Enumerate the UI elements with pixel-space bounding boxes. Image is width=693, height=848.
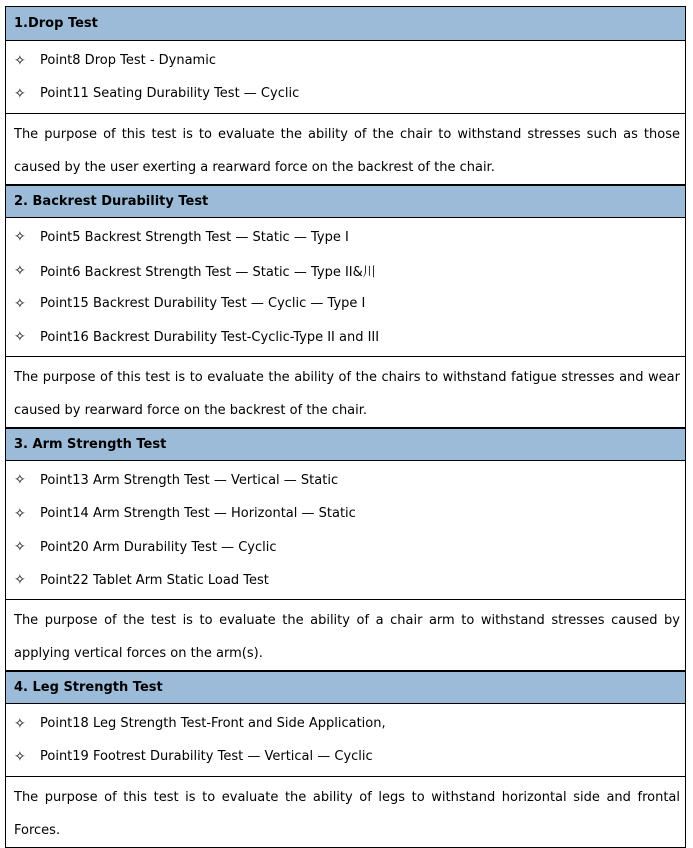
test-item-list [6,40,685,113]
test-table [5,6,686,848]
star-bullet-icon: ✧ [14,748,26,765]
list-item [6,707,685,740]
purpose-text: The purpose of this test is to evaluate the ability of the chair to withstand stresses such as those caused by the user exerting a rearward force on the backrest of the chair. [6,113,685,184]
star-bullet-icon: ✧ [14,229,26,246]
test-item-list [6,217,685,356]
star-bullet-icon: ✧ [14,295,26,312]
star-bullet-icon: ✧ [14,52,26,69]
list-item-text: Point18 Leg Strength Test-Front and Side Application, [40,716,386,732]
list-item [6,320,685,353]
list-item [6,564,685,597]
test-item-list [6,703,685,776]
star-bullet-icon: ✧ [14,329,26,346]
star-bullet-icon: ✧ [14,715,26,732]
list-item-text: Point13 Arm Strength Test — Vertical — Static [40,472,339,488]
star-bullet-icon: ✧ [14,262,26,279]
list-item [6,530,685,563]
list-item [6,77,685,110]
list-item-text: Point8 Drop Test - Dynamic [40,53,216,69]
list-item [6,254,685,287]
list-item [6,497,685,530]
purpose-text: The purpose of this test is to evaluate the ability of the chairs to withstand fatigue stresses and wear caused by rearward force on the backrest of the chair. [6,356,685,427]
list-item-text: Point11 Seating Durability Test — Cyclic [40,86,300,102]
list-item-text: Point6 Backrest Strength Test — Static — Type II&川 [40,265,376,281]
list-item-text: Point15 Backrest Durability Test — Cyclic — Type I [40,296,366,312]
star-bullet-icon: ✧ [14,505,26,522]
section-drop-test [6,7,685,184]
star-bullet-icon: ✧ [14,472,26,489]
star-bullet-icon: ✧ [14,539,26,556]
section-leg-strength-test [6,670,685,847]
purpose-text: The purpose of the test is to evaluate the ability of a chair arm to withstand stresses caused by applying vertical forces on the arm(s). [6,599,685,670]
star-bullet-icon: ✧ [14,85,26,102]
test-item-list [6,460,685,599]
list-item-text: Point20 Arm Durability Test — Cyclic [40,539,277,555]
section-title: 3. Arm Strength Test [6,427,685,460]
section-title: 4. Leg Strength Test [6,670,685,703]
list-item-text: Point16 Backrest Durability Test-Cyclic-Type II and III [40,329,380,345]
star-bullet-icon: ✧ [14,572,26,589]
purpose-text: The purpose of this test is to evaluate the ability of legs to withstand horizontal side and frontal Forces. [6,776,685,847]
list-item-text: Point5 Backrest Strength Test — Static — Type I [40,229,349,245]
list-item [6,44,685,77]
section-title: 1.Drop Test [6,7,685,40]
list-item [6,464,685,497]
list-item [6,740,685,773]
list-item [6,221,685,254]
section-arm-strength-test [6,427,685,670]
list-item-text: Point22 Tablet Arm Static Load Test [40,572,269,588]
list-item-text: Point14 Arm Strength Test — Horizontal — Static [40,506,356,522]
list-item-text: Point19 Footrest Durability Test — Vertical — Cyclic [40,749,373,765]
list-item [6,287,685,320]
section-backrest-durability-test [6,184,685,427]
section-title: 2. Backrest Durability Test [6,184,685,217]
